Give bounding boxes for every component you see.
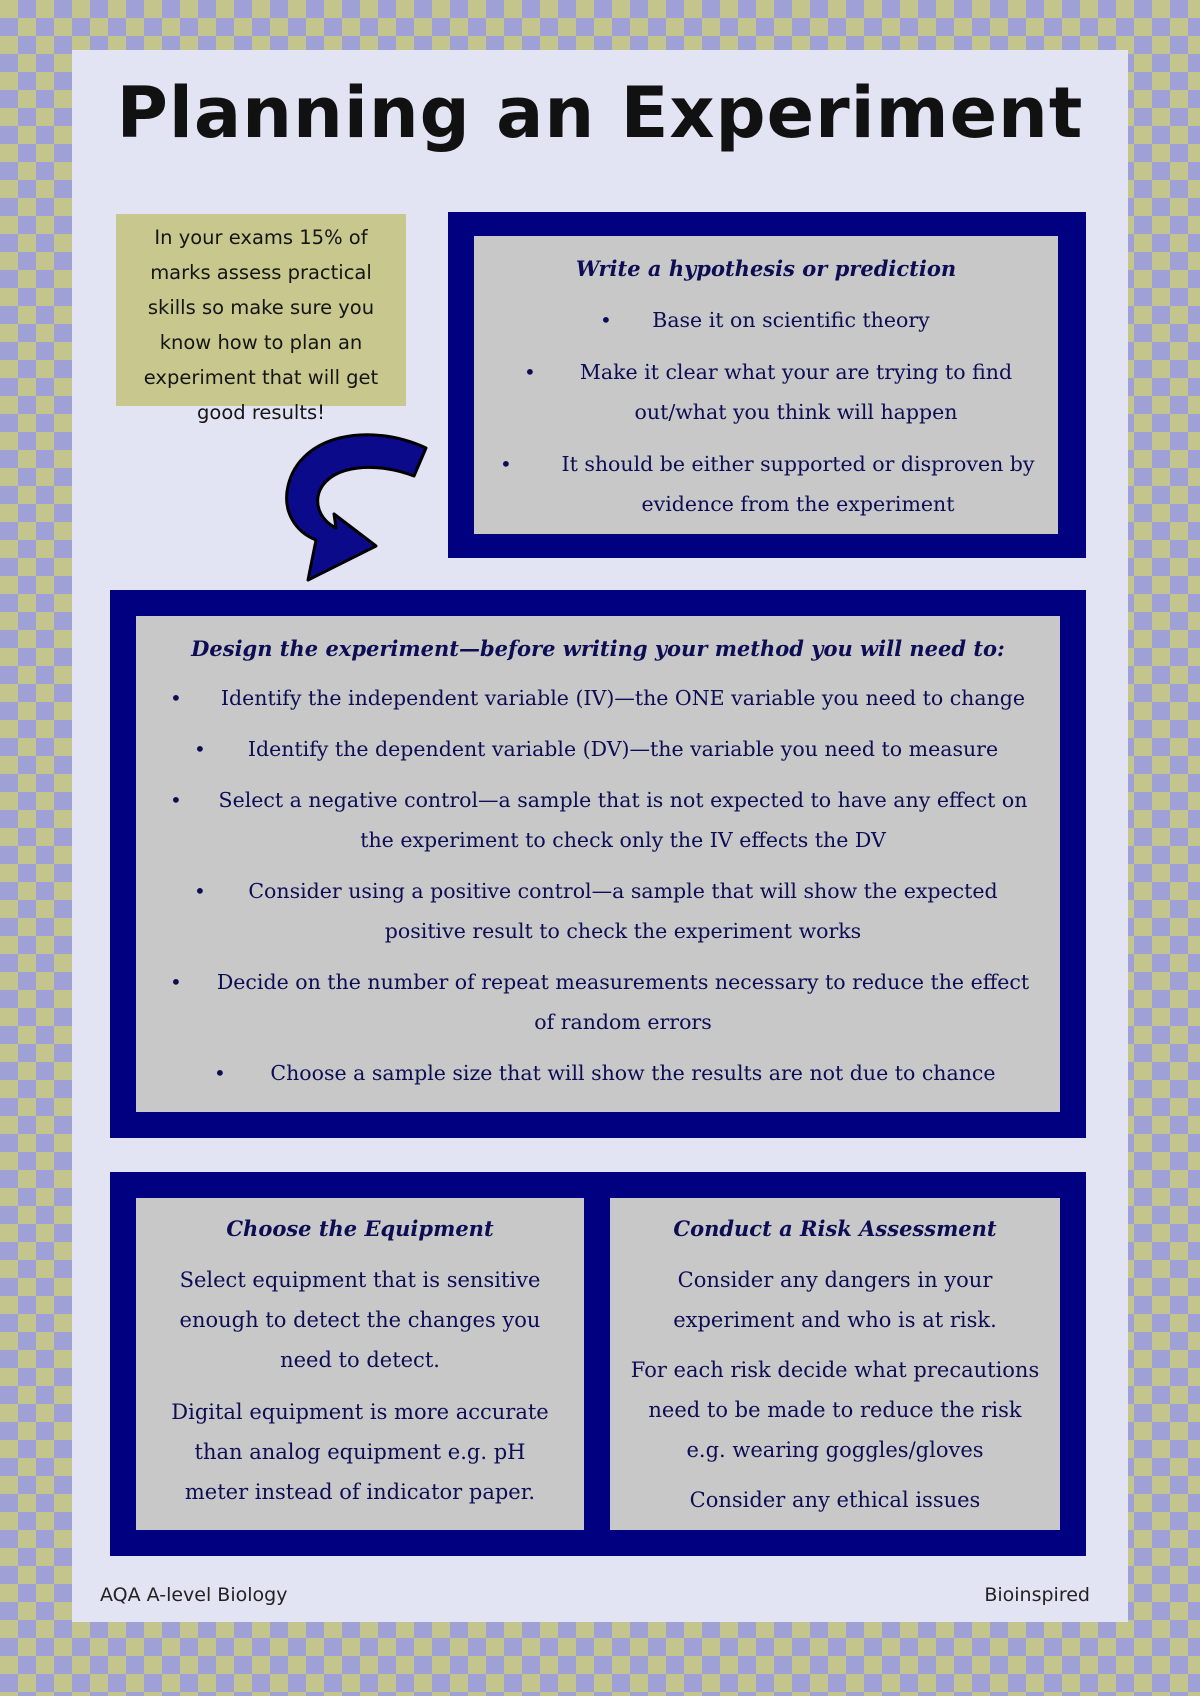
list-item: • Consider using a positive control—a sample that will show the expected positive result to check the experiment works bbox=[136, 871, 1060, 962]
equipment-body bbox=[160, 1260, 560, 1512]
equipment-panel bbox=[136, 1198, 584, 1530]
hypothesis-frame bbox=[448, 212, 1086, 558]
equipment-paragraph: Select equipment that is sensitive enough to detect the changes you need to detect. bbox=[179, 1268, 541, 1372]
list-item: • Identify the independent variable (IV)—the ONE variable you need to change bbox=[136, 678, 1060, 729]
risk-paragraph: Consider any ethical issues bbox=[689, 1488, 981, 1512]
bullet-icon: • bbox=[214, 1061, 226, 1085]
risk-paragraph: Consider any dangers in your experiment and who is at risk. bbox=[673, 1268, 997, 1332]
list-item: • Choose a sample size that will show the results are not due to chance bbox=[136, 1053, 1060, 1093]
equipment-paragraph: Digital equipment is more accurate than analog equipment e.g. pH meter instead of indicator paper. bbox=[171, 1400, 549, 1504]
list-item: • Make it clear what your are trying to find out/what you think will happen bbox=[474, 352, 1058, 444]
footer-brand-label: Bioinspired bbox=[984, 1584, 1090, 1606]
bullet-icon: • bbox=[170, 788, 182, 812]
bullet-icon: • bbox=[600, 308, 612, 332]
hypothesis-panel bbox=[474, 236, 1058, 534]
design-heading: Design the experiment—before writing your method you will need to: bbox=[191, 636, 1005, 661]
bullet-icon: • bbox=[170, 686, 182, 710]
design-list bbox=[136, 678, 1060, 1093]
list-item: • Decide on the number of repeat measurements necessary to reduce the effect of random errors bbox=[136, 962, 1060, 1053]
list-item: • Select a negative control—a sample that is not expected to have any effect on the experiment to check only the IV effects the DV bbox=[136, 780, 1060, 871]
risk-paragraph: For each risk decide what precautions need to be made to reduce the risk e.g. wearing goggles/gloves bbox=[630, 1358, 1040, 1462]
hypothesis-heading: Write a hypothesis or prediction bbox=[575, 256, 957, 281]
footer-course-label: AQA A-level Biology bbox=[100, 1584, 288, 1606]
bottom-frame bbox=[110, 1172, 1086, 1556]
risk-heading: Conduct a Risk Assessment bbox=[673, 1216, 997, 1241]
bullet-icon: • bbox=[500, 452, 512, 476]
page-title: Planning an Experiment bbox=[116, 72, 1084, 154]
curved-arrow-down-icon bbox=[280, 428, 430, 588]
equipment-heading: Choose the Equipment bbox=[226, 1216, 494, 1241]
list-item: • It should be either supported or disproven by evidence from the experiment bbox=[474, 444, 1058, 524]
risk-body bbox=[630, 1260, 1040, 1520]
risk-panel bbox=[610, 1198, 1060, 1530]
design-panel bbox=[136, 616, 1060, 1112]
hypothesis-list bbox=[474, 300, 1058, 524]
list-item: • Base it on scientific theory bbox=[474, 300, 1058, 352]
bullet-icon: • bbox=[170, 970, 182, 994]
bullet-icon: • bbox=[194, 737, 206, 761]
bullet-icon: • bbox=[524, 360, 536, 384]
exam-note: In your exams 15% of marks assess practical skills so make sure you know how to plan an experiment that will get good results! bbox=[116, 214, 406, 406]
bullet-icon: • bbox=[194, 879, 206, 903]
design-frame bbox=[110, 590, 1086, 1138]
list-item: • Identify the dependent variable (DV)—the variable you need to measure bbox=[136, 729, 1060, 780]
